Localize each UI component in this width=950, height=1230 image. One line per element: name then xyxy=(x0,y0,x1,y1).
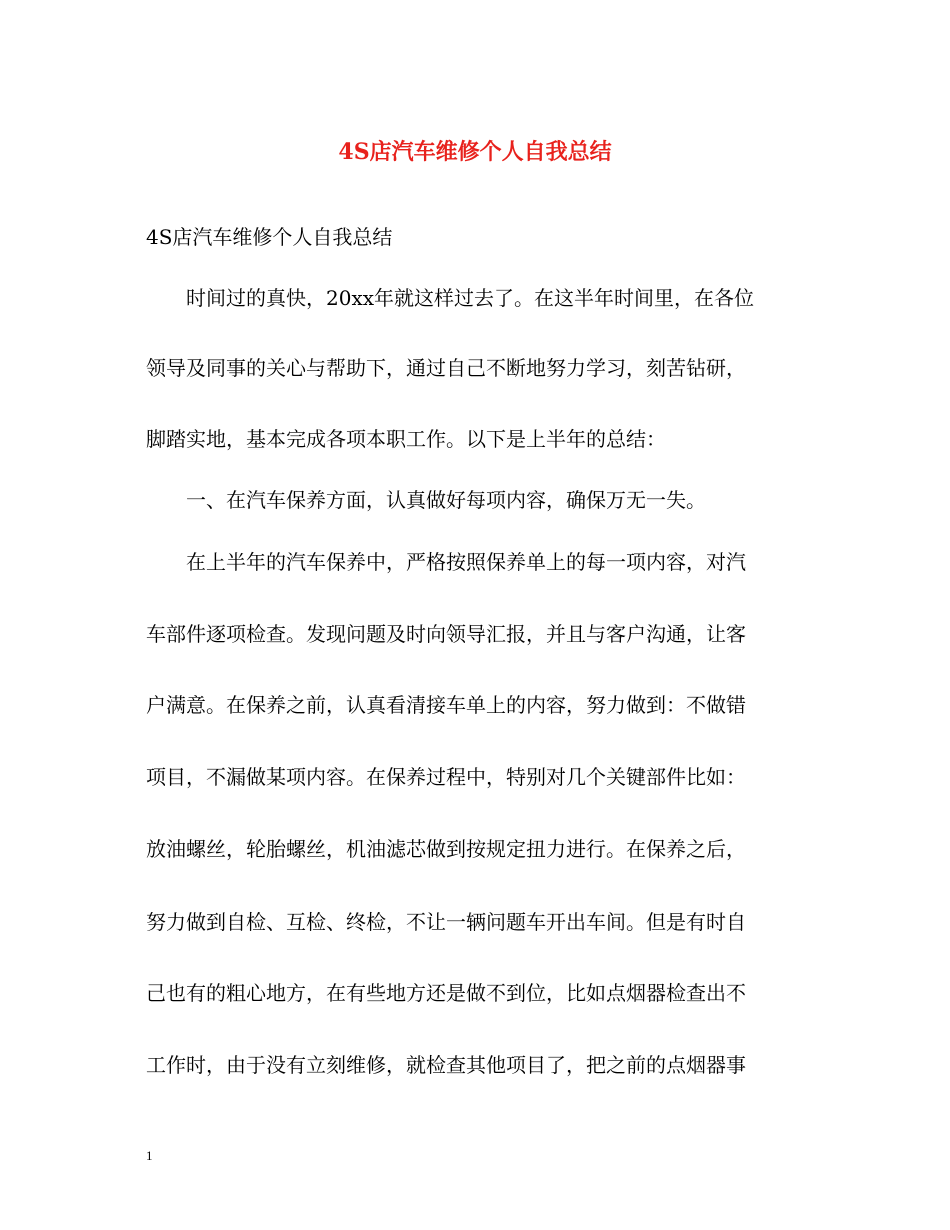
body-line-6: 车部件逐项检查。发现问题及时向领导汇报，并且与客户沟通，让客 xyxy=(146,622,746,646)
document-title: 4S店汽车维修个人自我总结 xyxy=(338,139,612,165)
body-line-11: 己也有的粗心地方，在有些地方还是做不到位，比如点烟器检查出不 xyxy=(146,981,746,1005)
body-line-10: 努力做到自检、互检、终检，不让一辆问题车开出车间。但是有时自 xyxy=(146,910,746,934)
body-line-9: 放油螺丝，轮胎螺丝，机油滤芯做到按规定扭力进行。在保养之后， xyxy=(146,837,746,861)
body-line-1: 时间过的真快，20xx年就这样过去了。在这半年时间里，在各位 xyxy=(146,286,755,310)
body-line-5: 在上半年的汽车保养中，严格按照保养单上的每一项内容，对汽 xyxy=(146,550,746,574)
page-number: 1 xyxy=(146,1148,153,1163)
body-line-3: 脚踏实地，基本完成各项本职工作。以下是上半年的总结： xyxy=(146,427,666,451)
body-line-2: 领导及同事的关心与帮助下，通过自己不断地努力学习，刻苦钻研， xyxy=(146,356,746,380)
document-subtitle: 4S店汽车维修个人自我总结 xyxy=(146,225,393,249)
body-line-8: 项目，不漏做某项内容。在保养过程中，特别对几个关键部件比如： xyxy=(146,765,746,789)
body-line-12: 工作时，由于没有立刻维修，就检查其他项目了，把之前的点烟器事 xyxy=(146,1053,746,1077)
body-line-4: 一、在汽车保养方面，认真做好每项内容，确保万无一失。 xyxy=(146,488,706,512)
body-line-7: 户满意。在保养之前，认真看清接车单上的内容，努力做到：不做错 xyxy=(146,693,746,717)
